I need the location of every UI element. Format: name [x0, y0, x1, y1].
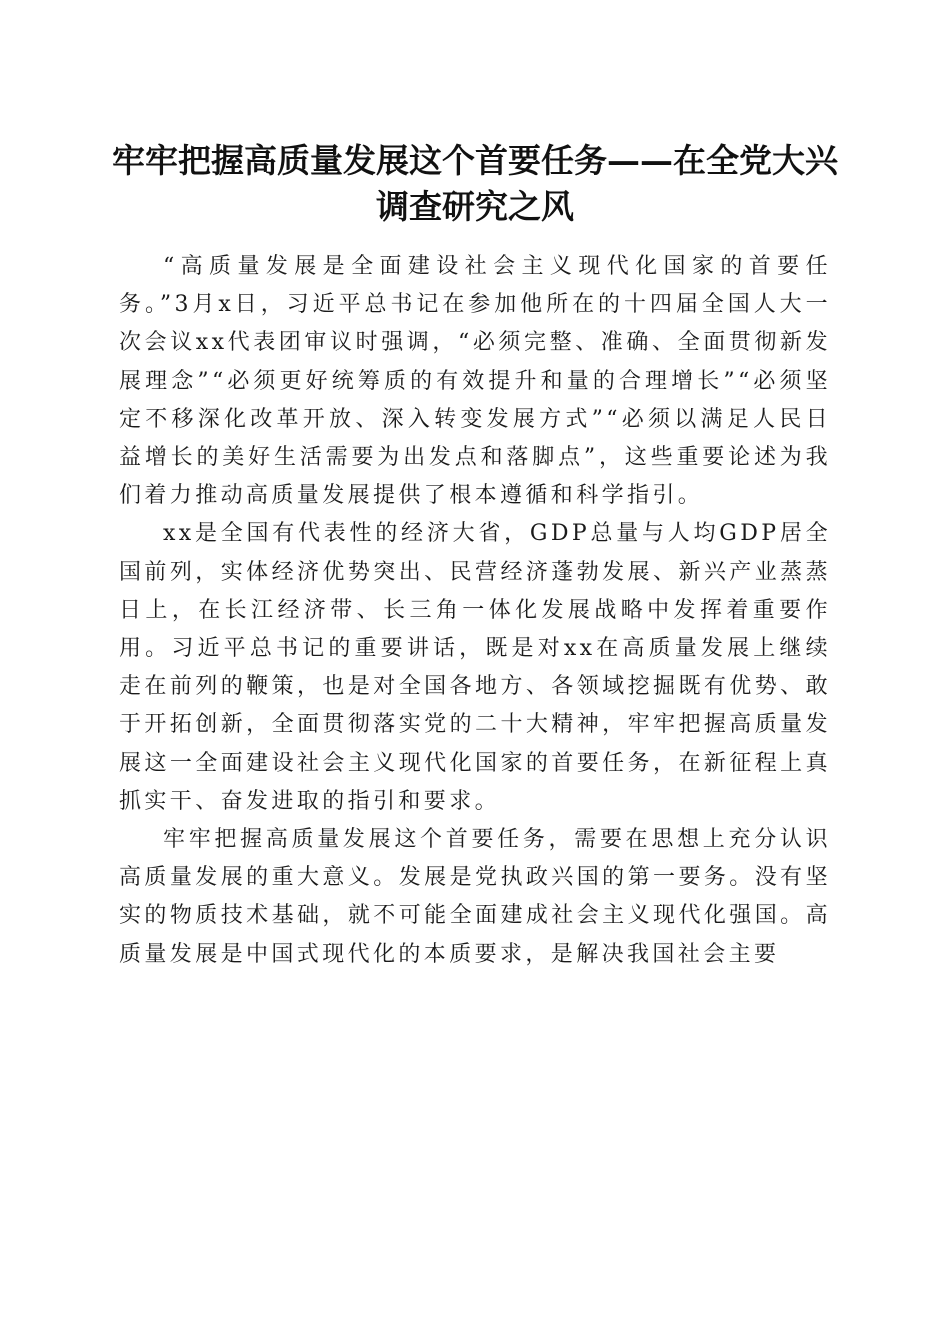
- paragraph-1: “高质量发展是全面建设社会主义现代化国家的首要任务。”3月x日，习近平总书记在参加他所在的十四届全国人大一次会议xx代表团审议时强调，“必须完整、准确、全面贯彻新发展理念”“必须更好统筹质的有效提升和量的合理增长”“必须坚定不移深化改革开放、深入转变发展方式”“必须以满足人民日益增长的美好生活需要为出发点和落脚点”，这些重要论述为我们着力推动高质量发展提供了根本遵循和科学指引。: [119, 254, 831, 509]
- document-title: 牢牢把握高质量发展这个首要任务——在全党大兴调查研究之风: [112, 141, 838, 226]
- document-body: [119, 248, 831, 974]
- paragraph-2: xx是全国有代表性的经济大省，GDP总量与人均GDP居全国前列，实体经济优势突出、民营经济蓬勃发展、新兴产业蒸蒸日上，在长江经济带、长三角一体化发展战略中发挥着重要作用。习近平总书记的重要讲话，既是对xx在高质量发展上继续走在前列的鞭策，也是对全国各地方、各领域挖掘既有优势、敢于开拓创新，全面贯彻落实党的二十大精神，牢牢把握高质量发展这一全面建设社会主义现代化国家的首要任务，在新征程上真抓实干、奋发进取的指引和要求。: [119, 521, 831, 814]
- paragraph-3: 牢牢把握高质量发展这个首要任务，需要在思想上充分认识高质量发展的重大意义。发展是党执政兴国的第一要务。没有坚实的物质技术基础，就不可能全面建成社会主义现代化强国。高质量发展是中国式现代化的本质要求，是解决我国社会主要: [119, 827, 831, 967]
